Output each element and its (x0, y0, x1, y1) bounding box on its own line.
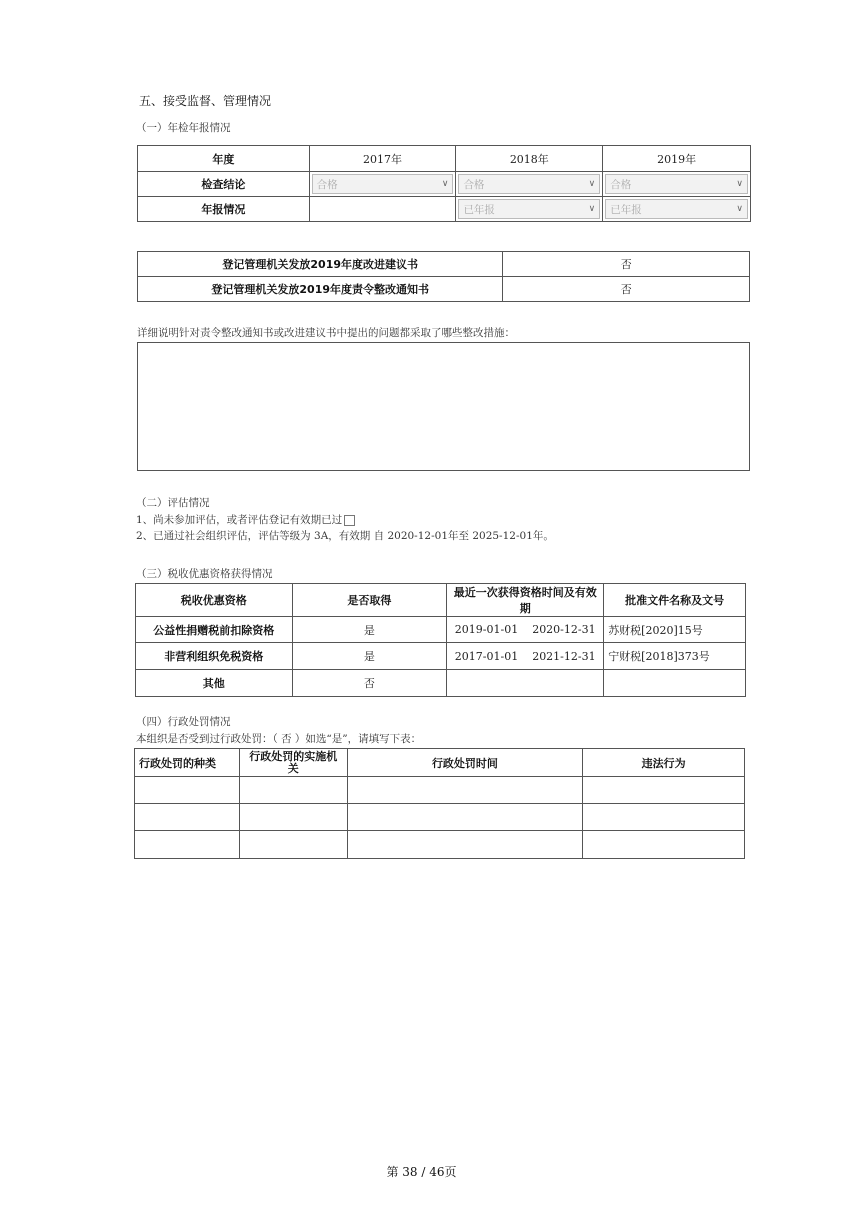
notices-table (137, 251, 750, 302)
tax-row-name: 其他 (136, 670, 293, 697)
chevron-down-icon: ∨ (588, 204, 596, 214)
inspection-2018-select[interactable]: 合格 ∨ (458, 174, 600, 194)
tax-row-obtained: 否 (292, 670, 447, 697)
inspection-result-label: 检查结论 (138, 172, 310, 197)
penalty-cell (239, 804, 347, 831)
tax-header-doc: 批准文件名称及文号 (604, 584, 746, 617)
expired-checkbox[interactable] (344, 515, 355, 526)
tax-row-doc: 苏财税[2020]15号 (604, 617, 746, 643)
inspection-2018-cell (456, 172, 603, 197)
evaluation-line-1: 1、尚未参加评估，或者评估登记有效期已过 (136, 512, 355, 527)
tax-row-doc (604, 670, 746, 697)
chevron-down-icon: ∨ (736, 179, 743, 189)
page-number: 第 38 / 46页 (386, 1165, 457, 1179)
rectification-notice-label: 登记管理机关发放2019年度责令整改通知书 (138, 277, 503, 302)
measures-label: 详细说明针对责令整改通知书或改进建议书中提出的问题都采取了哪些整改措施： (137, 327, 515, 339)
penalty-cell (347, 831, 583, 859)
penalty-question: 本组织是否受到过行政处罚：（ 否 ）如选“是”，请填写下表： (136, 733, 422, 745)
tax-row-obtained: 是 (292, 643, 447, 670)
penalty-cell (583, 804, 745, 831)
penalty-cell (239, 831, 347, 859)
tax-row-name: 公益性捐赠税前扣除资格 (136, 617, 293, 643)
improvement-notice-value: 否 (503, 252, 750, 277)
evaluation-subtitle: （二）评估情况 (136, 497, 210, 509)
penalty-cell (135, 831, 240, 859)
tax-table (135, 583, 746, 697)
tax-row-doc: 宁财税[2018]373号 (604, 643, 746, 670)
year-2018-header: 2018年 (456, 146, 603, 172)
inspection-2019-cell (603, 172, 751, 197)
annual-subtitle: （一）年检年报情况 (136, 122, 231, 134)
year-2017-header: 2017年 (309, 146, 456, 172)
penalty-cell (239, 777, 347, 804)
tax-row-period (447, 670, 604, 697)
inspection-2017-cell (309, 172, 456, 197)
year-2019-header: 2019年 (603, 146, 751, 172)
report-2019-cell (603, 197, 751, 222)
report-2019-select[interactable]: 已年报 ∨ (605, 199, 748, 219)
penalty-cell (135, 777, 240, 804)
section-title: 五、接受监督、管理情况 (139, 94, 272, 108)
chevron-down-icon: ∨ (736, 204, 743, 214)
penalty-header-authority: 行政处罚的实施机关 (239, 749, 347, 777)
penalty-cell (347, 777, 583, 804)
evaluation-line-2: 2、已通过社会组织评估，评估等级为 3A，有效期 自 2020-12-01年至 2025-12-01年。 (136, 530, 554, 542)
penalty-cell (135, 804, 240, 831)
penalty-cell (583, 777, 745, 804)
penalty-cell (347, 804, 583, 831)
penalty-header-violation: 违法行为 (583, 749, 745, 777)
annual-report-label: 年报情况 (138, 197, 310, 222)
inspection-2017-select[interactable]: 合格 ∨ (312, 174, 454, 194)
tax-row-period: 2017-01-01 2021-12-31 (447, 643, 604, 670)
measures-textarea[interactable] (137, 342, 750, 471)
tax-header-period: 最近一次获得资格时间及有效期 (447, 584, 604, 617)
penalty-table (134, 748, 745, 859)
tax-row-obtained: 是 (292, 617, 447, 643)
penalty-header-type: 行政处罚的种类 (135, 749, 240, 777)
report-2018-cell (456, 197, 603, 222)
penalty-header-time: 行政处罚时间 (347, 749, 583, 777)
penalty-cell (583, 831, 745, 859)
report-2018-select[interactable]: 已年报 ∨ (458, 199, 600, 219)
rectification-notice-value: 否 (503, 277, 750, 302)
tax-subtitle: （三）税收优惠资格获得情况 (136, 568, 273, 580)
penalty-subtitle: （四）行政处罚情况 (136, 716, 231, 728)
inspection-2019-select[interactable]: 合格 ∨ (605, 174, 748, 194)
tax-row-name: 非营利组织免税资格 (136, 643, 293, 670)
annual-inspection-table (137, 145, 751, 222)
tax-header-name: 税收优惠资格 (136, 584, 293, 617)
year-header: 年度 (138, 146, 310, 172)
chevron-down-icon: ∨ (441, 179, 449, 189)
tax-row-period: 2019-01-01 2020-12-31 (447, 617, 604, 643)
chevron-down-icon: ∨ (588, 179, 596, 189)
improvement-notice-label: 登记管理机关发放2019年度改进建议书 (138, 252, 503, 277)
tax-header-obtained: 是否取得 (292, 584, 447, 617)
report-2017-cell (309, 197, 456, 222)
